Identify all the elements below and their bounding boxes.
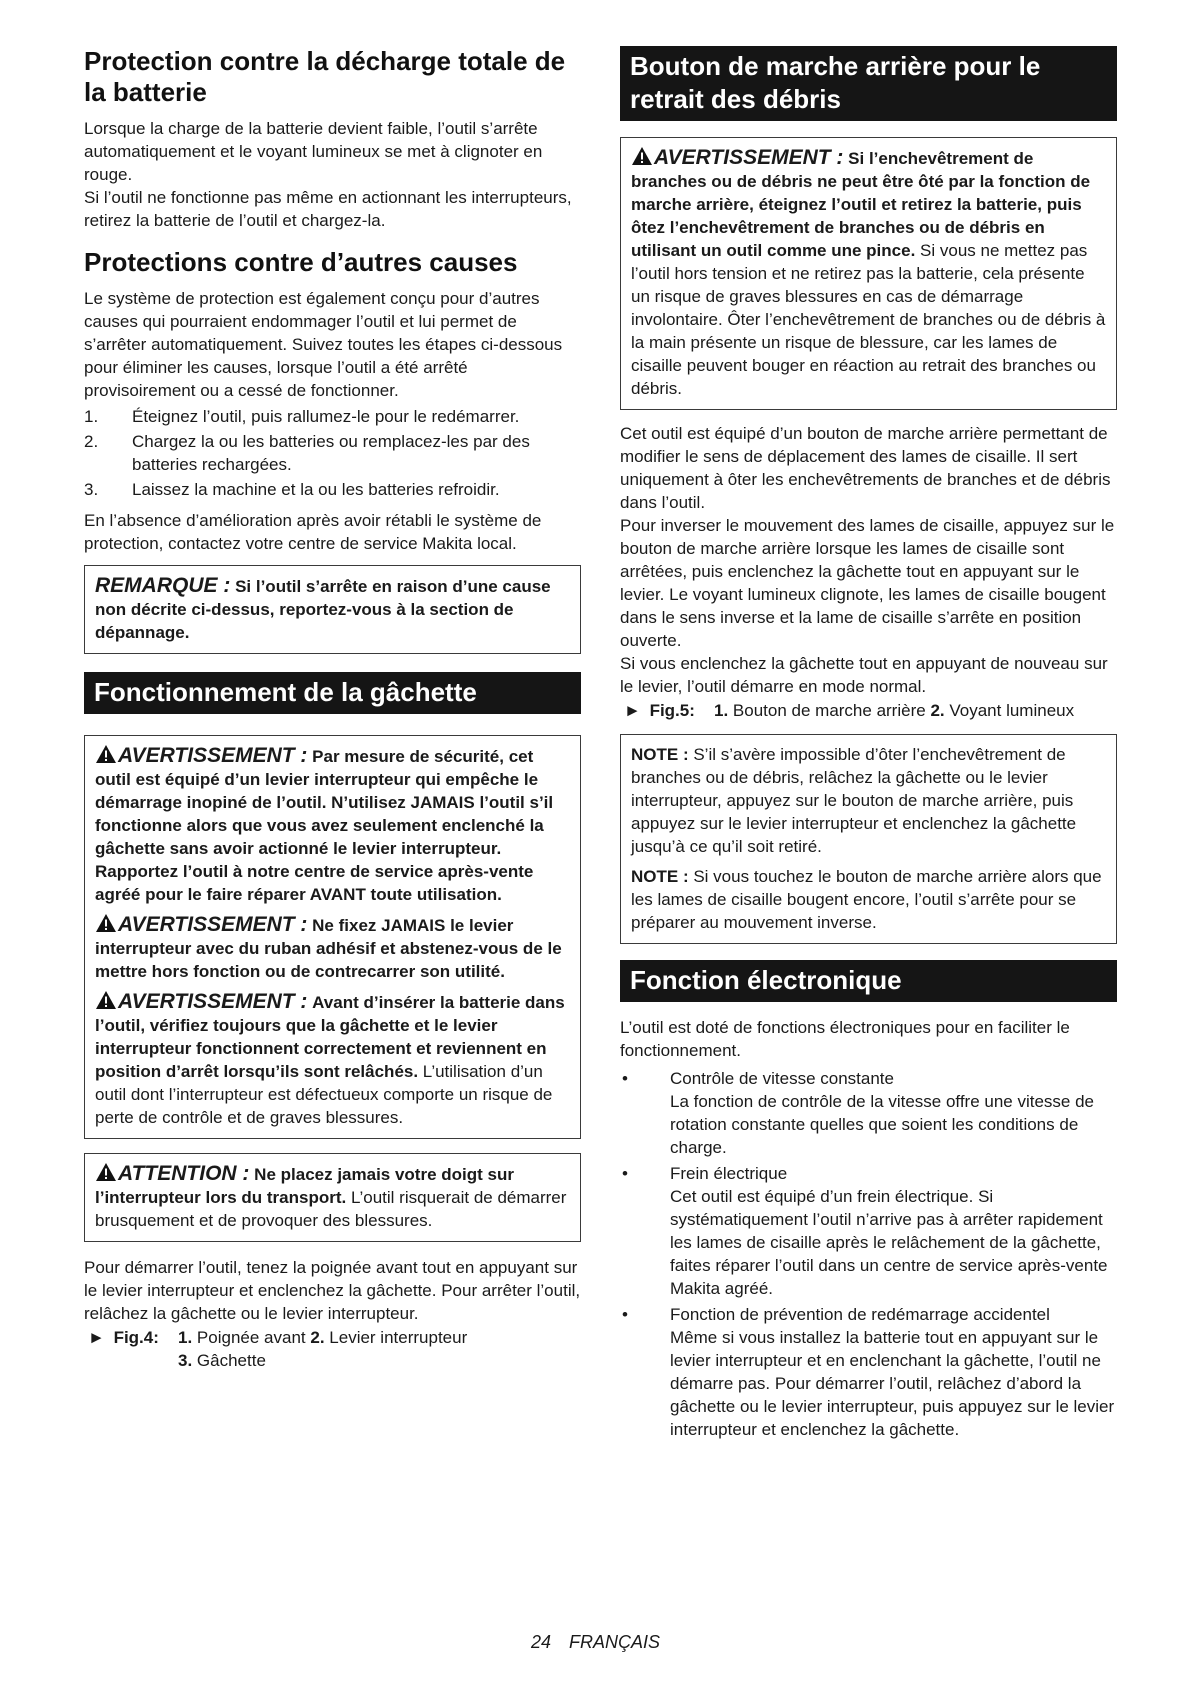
warning-entry: AVERTISSEMENT : Ne fixez JAMAIS le levier interrupteur avec du ruban adhésif et abstenez-vous de le mettre hors fonction ou de contrecarrer son utilité. <box>95 913 562 981</box>
attention-box: ATTENTION : Ne placez jamais votre doigt sur l’interrupteur lors du transport. L’outil risquerait de démarrer brusquement et de provoquer des blessures. <box>84 1153 581 1242</box>
heading-other-causes: Protections contre d’autres causes <box>84 247 518 277</box>
paragraph: Si vous enclenchez la gâchette tout en appuyant de nouveau sur le levier, l’outil démarre en mode normal. <box>620 654 1108 696</box>
warning-triangle-icon <box>95 1162 117 1182</box>
section-band-electronic: Fonction électronique <box>620 960 1117 1002</box>
warning-triangle-icon <box>631 146 653 166</box>
bullet-icon: • <box>622 1305 628 1324</box>
page-number: 24 <box>530 1632 551 1652</box>
steps-list <box>84 405 581 501</box>
list-item: • Frein électrique Cet outil est équipé d’un frein électrique. Si systématiquement l’outil n’arrive pas à arrêter rapidement les lames de cisaille après le relâchement de la gâchette, faites réparer l’outil dans un centre de service après-vente Makita agréé. <box>622 1164 1108 1298</box>
figure-reference: ► Fig.5: 1. Bouton de marche arrière 2. Voyant lumineux <box>624 701 1075 720</box>
note-box <box>620 734 1117 944</box>
paragraph: Pour inverser le mouvement des lames de cisaille, appuyez sur le bouton de marche arrière lorsque les lames de cisaille sont arrêtées, puis enclenchez la gâchette tout en appuyant sur le levier. Le voyant lumineux clignote, les lames de cisaille bougent dans le sens inverse et la lame de cisaille s’arrête en position ouverte. <box>620 516 1115 650</box>
bullet-icon: • <box>622 1164 628 1183</box>
footer-language: FRANÇAIS <box>569 1632 661 1652</box>
feature-list <box>620 1067 1117 1441</box>
paragraph: Pour démarrer l’outil, tenez la poignée avant tout en appuyant sur le levier interrupteur et enclenchez la gâchette. Pour arrêter l’outil, relâchez la gâchette ou le levier interrupteur. <box>84 1258 581 1323</box>
right-column <box>620 46 1117 1444</box>
section-band-trigger: Fonctionnement de la gâchette <box>84 672 581 714</box>
warning-triangle-icon <box>95 744 117 764</box>
warning-entry: AVERTISSEMENT : Avant d’insérer la batterie dans l’outil, vérifiez toujours que la gâchette et le levier interrupteur fonctionnent correctement et reviennent en position d’arrêt lorsqu’ils sont relâchés. L’utilisation d’un outil dont l’interrupteur est défectueux comporte un risque de perte de contrôle et de graves blessures. <box>95 990 565 1127</box>
list-item: 1. Éteignez l’outil, puis rallumez-le pour le redémarrer. <box>84 407 520 426</box>
list-item: • Contrôle de vitesse constante La fonction de contrôle de la vitesse offre une vitesse de rotation constante quelles que soient les conditions de charge. <box>622 1069 1095 1157</box>
heading-battery-discharge: Protection contre la décharge totale de la batterie <box>84 46 566 107</box>
warning-entry: AVERTISSEMENT : Par mesure de sécurité, cet outil est équipé d’un levier interrupteur qui empêche le démarrage inopiné de l’outil. N’utilisez JAMAIS l’outil s’il fonctionne alors que vous avez seulement enclenché la gâchette sans avoir actionné le levier interrupteur. Rapportez l’outil à notre centre de service après-vente agréé pour le faire réparer AVANT toute utilisation. <box>95 744 554 904</box>
paragraph: Lorsque la charge de la batterie devient faible, l’outil s’arrête automatiquement et le voyant lumineux se met à clignoter en rouge. <box>84 119 543 184</box>
note-entry: NOTE : Si vous touchez le bouton de marche arrière alors que les lames de cisaille bougent encore, l’outil s’arrête pour se préparer au mouvement inverse. <box>631 867 1102 932</box>
arrow-icon: ► <box>624 701 641 720</box>
warning-triangle-icon <box>95 913 117 933</box>
bullet-icon: • <box>622 1069 628 1088</box>
list-item: 3. Laissez la machine et la ou les batteries refroidir. <box>84 480 500 499</box>
section-band-reverse: Bouton de marche arrière pour le retrait des débris <box>620 46 1117 121</box>
warning-box <box>84 735 581 1139</box>
warning-triangle-icon <box>95 990 117 1010</box>
page-footer <box>0 1632 1191 1653</box>
note-entry: NOTE : S’il s’avère impossible d’ôter l’enchevêtrement de branches ou de débris, relâchez la gâchette ou le levier interrupteur, appuyez sur le bouton de marche arrière, puis appuyez sur le levier interrupteur et enclenchez la gâchette jusqu’à ce qu’il soit retiré. <box>631 745 1077 856</box>
figure-label: Fig.5: <box>649 701 695 720</box>
paragraph: L’outil est doté de fonctions électroniques pour en faciliter le fonctionnement. <box>620 1018 1070 1060</box>
paragraph: Si l’outil ne fonctionne pas même en actionnant les interrupteurs, retirez la batterie de l’outil et chargez-la. <box>84 188 572 230</box>
arrow-icon: ► <box>88 1328 105 1347</box>
figure-reference: ► Fig.4: 1. Poignée avant 2. Levier interrupteur 3. Gâchette <box>88 1328 468 1370</box>
list-item: • Fonction de prévention de redémarrage accidentel Même si vous installez la batterie tout en appuyant sur le levier interrupteur et en enclenchant la gâchette, l’outil ne démarre pas. Pour démarrer l’outil, relâchez d’abord la gâchette ou le levier interrupteur, puis appuyez sur le levier interrupteur et enclenchez la gâchette. <box>622 1305 1115 1439</box>
figure-label: Fig.4: <box>113 1328 159 1347</box>
paragraph: Cet outil est équipé d’un bouton de marche arrière permettant de modifier le sens de déplacement des lames de cisaille. Il sert uniquement à ôter les enchevêtrements de branches et de débris dans l’outil. <box>620 424 1111 512</box>
remarque-box: REMARQUE : Si l’outil s’arrête en raison d’une cause non décrite ci-dessus, reportez-vous à la section de dépannage. <box>84 565 581 654</box>
paragraph: Le système de protection est également conçu pour d’autres causes qui pourraient endommager l’outil et lui permet de s’arrêter automatiquement. Suivez toutes les étapes ci-dessous pour éliminer les causes, lorsque l’outil a été arrêté provisoirement ou a cessé de fonctionner. <box>84 289 563 400</box>
left-column <box>84 46 581 1372</box>
paragraph: En l’absence d’amélioration après avoir rétabli le système de protection, contactez votre centre de service Makita local. <box>84 511 542 553</box>
warning-box: AVERTISSEMENT : Si l’enchevêtrement de branches ou de débris ne peut être ôté par la fonction de marche arrière, éteignez l’outil et retirez la batterie, puis ôtez l’enchevêtrement de branches ou de débris en utilisant un outil comme une pince. Si vous ne mettez pas l’outil hors tension et ne retirez pas la batterie, cela présente un risque de graves blessures en cas de démarrage involontaire. Ôter l’enchevêtrement de branches ou de débris à la main présente un risque de blessure, car les lames de cisaille peuvent bouger en réaction au retrait des branches ou débris. <box>620 137 1117 410</box>
list-item: 2. Chargez la ou les batteries ou remplacez-les par des batteries rechargées. <box>84 432 530 474</box>
